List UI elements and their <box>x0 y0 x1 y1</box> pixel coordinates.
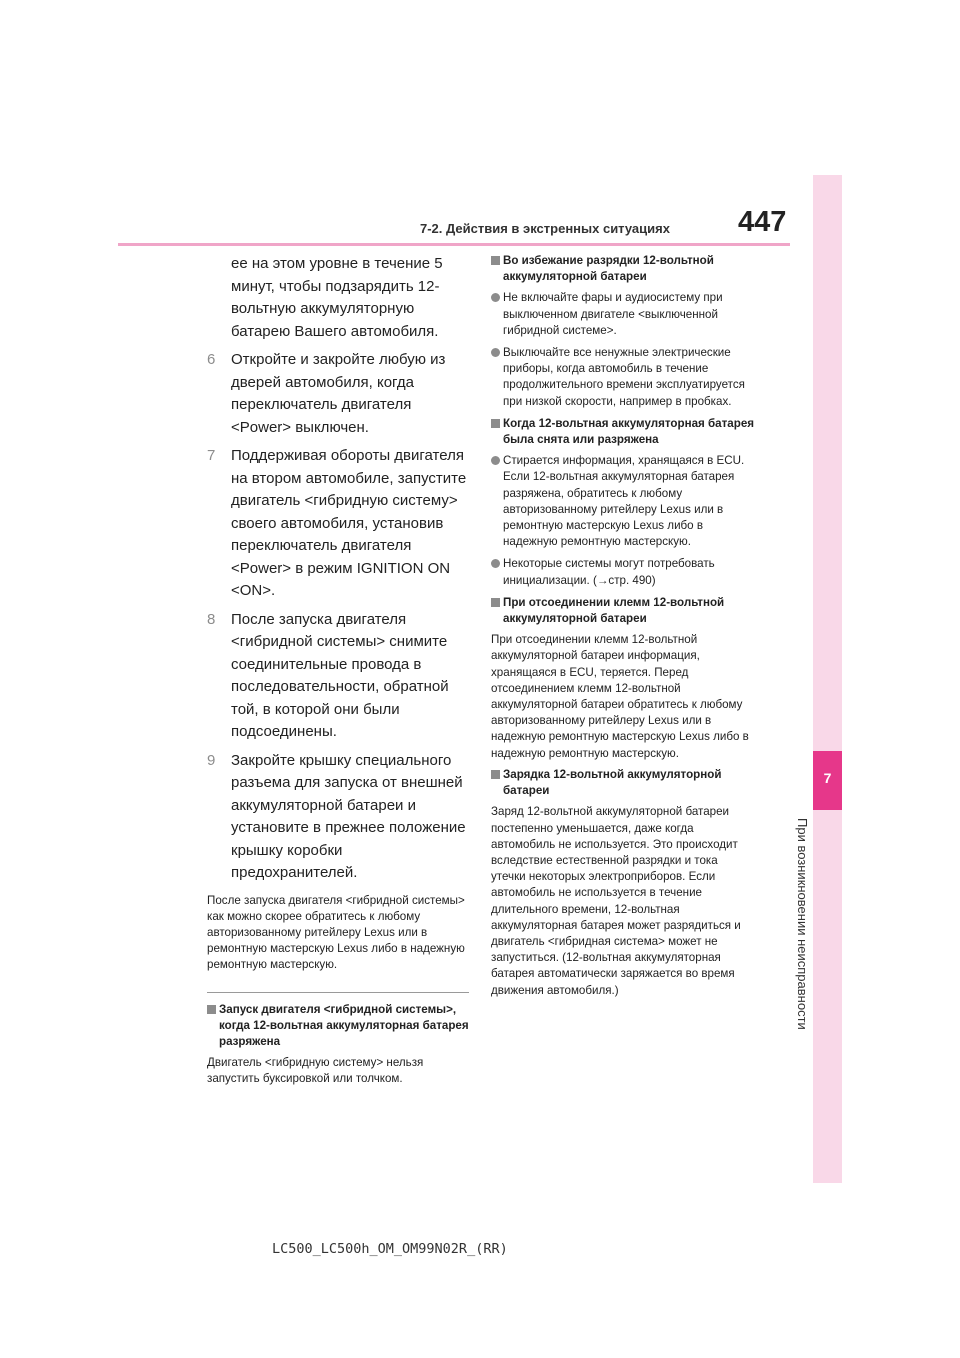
step-8 <box>207 609 469 744</box>
bullet-text: Выключайте все ненужные электрические приборы, когда автомобиль в течение продолжительного времени эксплуатируется при низкой скорости, например в пробках. <box>503 346 745 408</box>
section-heading-text: Зарядка 12-вольтной аккумуляторной батареи <box>503 767 722 798</box>
footer-code: LC500_LC500h_OM_OM99N02R_(RR) <box>272 1241 508 1257</box>
bullet-text: Не включайте фары и аудиосистему при выключенном двигателе <выключенной гибридной системе>. <box>503 291 723 337</box>
bullet-item <box>491 453 755 550</box>
section-heading <box>207 1002 469 1051</box>
bullet-item <box>491 556 755 588</box>
step-text: Откройте и закройте любую из дверей автомобиля, когда переключатель двигателя <Power> выключен. <box>231 351 446 436</box>
section-heading-text: Во избежание разрядки 12-вольтной аккумуляторной батареи <box>503 254 714 284</box>
section-divider <box>207 992 469 993</box>
step-number: 9 <box>207 751 216 769</box>
section-heading <box>491 253 755 285</box>
section-text: Заряд 12-вольтной аккумуляторной батареи постепенно уменьшается, даже когда автомобиль не используется. Это происходит вследствие естественной разрядки и тока утечки некоторых электроприборов. Если автомобиль не используется в течение длительного времени, 12-вольтная аккумуляторная батарея может разрядиться и двигатель <гибридная система> может не запуститься. (12-вольтная аккумуляторная батарея автоматически заряжается во время движения автомобиля.) <box>491 805 741 997</box>
square-bullet-icon <box>491 419 500 428</box>
step-6 <box>207 349 469 439</box>
section-text: Двигатель <гибридную систему> нельзя запустить буксировкой или толчком. <box>207 1056 424 1086</box>
square-bullet-icon <box>207 1005 216 1014</box>
section-heading-text: При отсоединении клемм 12-вольтной аккумуляторной батареи <box>503 595 725 626</box>
chapter-label: При возникновении неисправности <box>795 818 810 1030</box>
step-continuation: ее на этом уровне в течение 5 минут, чтобы подзарядить 12-вольтную аккумуляторную батарею Вашего автомобиля. <box>231 255 443 340</box>
square-bullet-icon <box>491 256 500 265</box>
section-heading <box>491 416 755 448</box>
section-heading-text: Запуск двигателя <гибридной системы>, когда 12-вольтная аккумуляторная батарея разряжена <box>219 1002 469 1048</box>
chapter-number: 7 <box>823 770 832 786</box>
step-number: 6 <box>207 351 216 368</box>
side-strip <box>813 175 842 1183</box>
step-7 <box>207 445 469 603</box>
note-text: После запуска двигателя <гибридной системы> как можно скорее обратитесь к любому авторизованному ритейлеру Lexus или в ремонтную мастерскую Lexus либо в надежную ремонтную мастерскую. <box>207 893 465 972</box>
square-bullet-icon <box>491 598 500 607</box>
circle-bullet-icon <box>491 293 500 302</box>
header-rule <box>118 243 790 246</box>
page-number: 447 <box>738 206 787 238</box>
step-text: Закройте крышку специального разъема для запуска от внешней аккумуляторной батареи и установите в прежнее положение крышку коробки предохранителей. <box>231 751 466 881</box>
circle-bullet-icon <box>491 456 500 465</box>
left-column <box>207 253 469 1093</box>
step-text: После запуска двигателя <гибридной системы> снимите соединительные провода в последовательности, обратной той, в которой они были подсоединены. <box>231 610 449 740</box>
circle-bullet-icon <box>491 559 500 568</box>
bullet-text: Некоторые системы могут потребовать инициализации. (→стр. 490) <box>503 557 715 587</box>
square-bullet-icon <box>491 770 500 779</box>
section-heading-text: Когда 12-вольтная аккумуляторная батарея была снята или разряжена <box>503 416 755 447</box>
section-text: При отсоединении клемм 12-вольтной аккумуляторной батареи информация, хранящаяся в ECU, теряется. Перед отсоединением клемм 12-вольтной аккумуляторной батареи обратитесь к любому авторизованному ритейлеру Lexus или в надежную ремонтную мастерскую Lexus либо в надежную ремонтную мастерскую. <box>491 633 749 760</box>
step-9 <box>207 750 469 885</box>
bullet-item <box>491 345 755 410</box>
circle-bullet-icon <box>491 348 500 357</box>
section-heading <box>491 767 755 799</box>
bullet-text: Стирается информация, хранящаяся в ECU. Если 12-вольтная аккумуляторная батарея разряжена, обратитесь к любому авторизованному ритейлеру Lexus или в ремонтную мастерскую Lexus либо в надежную ремонтную мастерскую. <box>503 454 745 549</box>
section-title: 7-2. Действия в экстренных ситуациях <box>420 221 670 236</box>
right-column <box>491 253 755 1004</box>
bullet-item <box>491 290 755 339</box>
section-heading <box>491 595 755 627</box>
chapter-label-wrapper <box>786 818 810 1030</box>
step-number: 8 <box>207 610 216 628</box>
step-number: 7 <box>207 447 216 464</box>
step-text: Поддерживая обороты двигателя на втором автомобиле, запустите двигатель <гибридную систему> своего автомобиля, установив переключатель двигателя <Power> в режим IGNITION ON <ON>. <box>231 447 467 599</box>
